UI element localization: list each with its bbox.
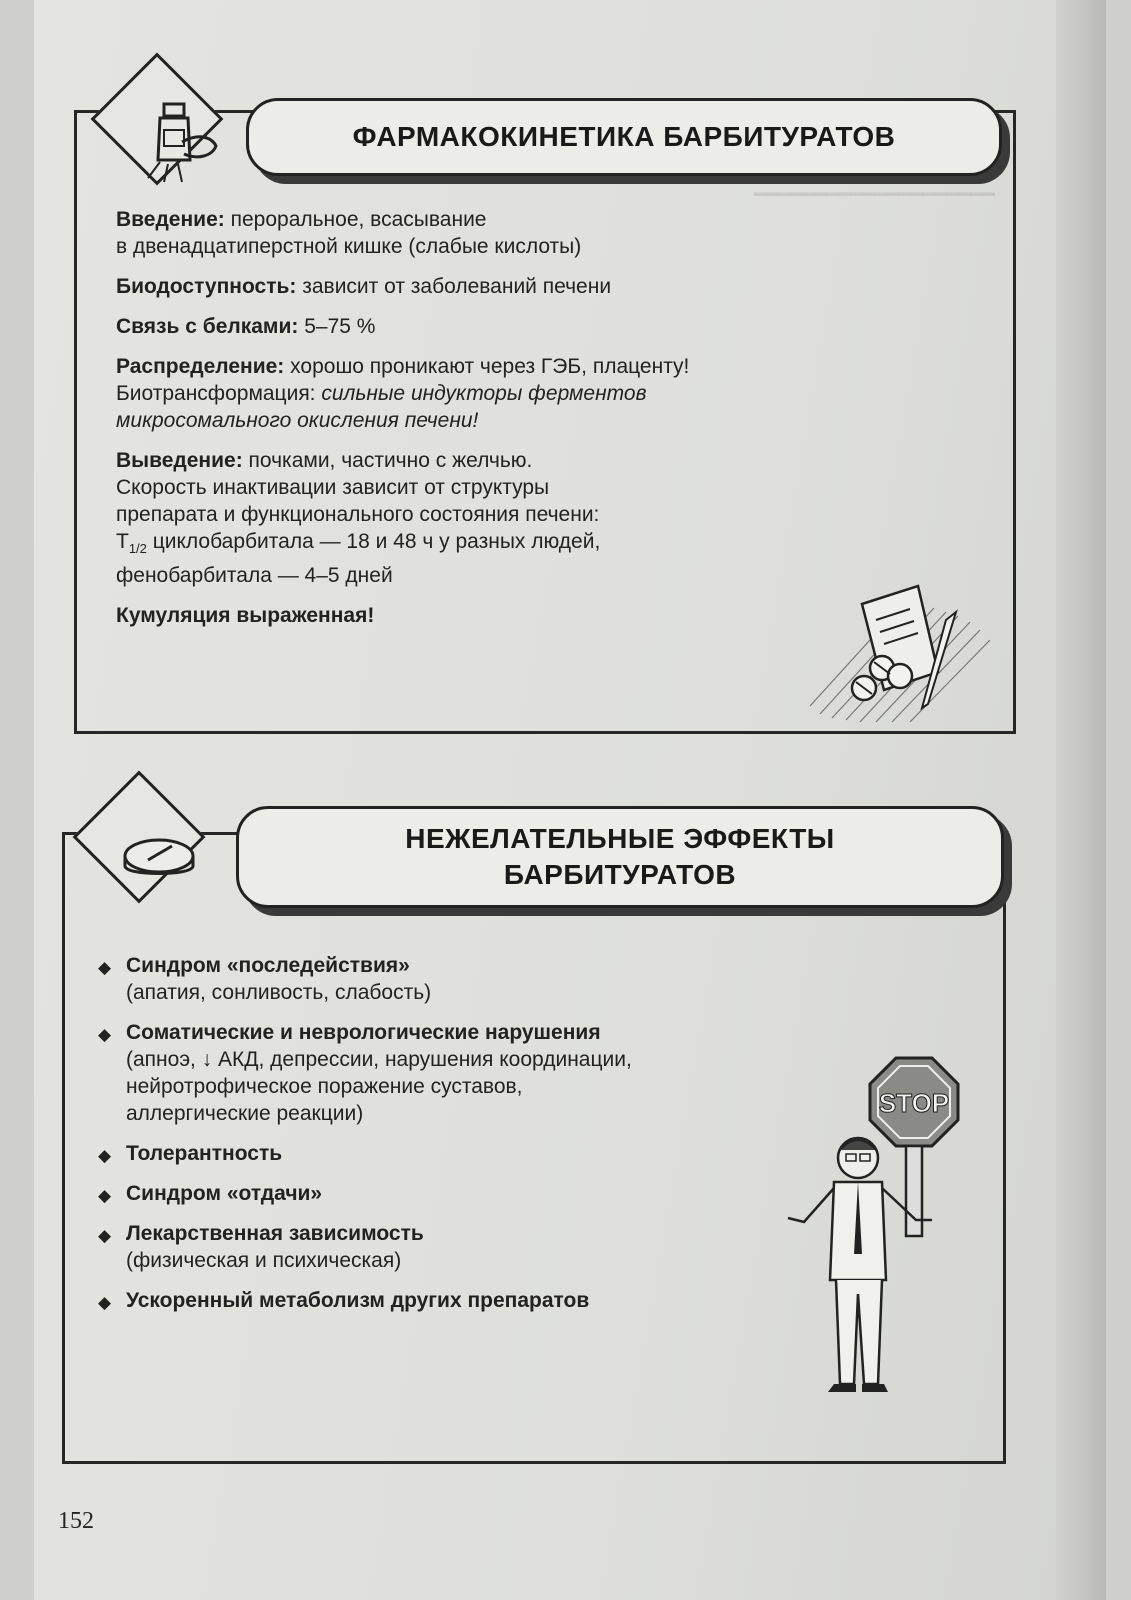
- list-item: [96, 1220, 836, 1274]
- intro-text-2: в двенадцатиперстной кишке (слабые кислоты): [116, 235, 582, 258]
- item-head: Соматические и неврологические нарушения: [126, 1021, 601, 1044]
- bullet-icon: ◆: [98, 1186, 112, 1205]
- t-half: T: [116, 530, 129, 553]
- man-with-stop-sign-icon: [774, 1054, 974, 1404]
- biotrans-text-2: микросомального окисления печени!: [116, 409, 479, 432]
- section1-title-box: [246, 98, 1002, 176]
- item-sub: нейротрофическое поражение суставов,: [126, 1075, 523, 1098]
- excr-text: почками, частично с желчью.: [242, 449, 533, 472]
- distr-text: хорошо проникают через ГЭБ, плаценту!: [284, 355, 690, 378]
- section1-body: [116, 206, 916, 629]
- bio-label: Биодоступность:: [116, 275, 297, 298]
- adverse-effects-list: [96, 952, 836, 1327]
- intro-text: пероральное, всасывание: [224, 208, 487, 231]
- show-through-text: ━━━━━━━━━━━━━━━━━━━━: [754, 184, 995, 206]
- cumulation-text: Кумуляция выраженная!: [116, 604, 375, 628]
- page-number: 152: [58, 1508, 94, 1534]
- item-sub: (физическая и психическая): [126, 1249, 402, 1272]
- tablet-icon: [102, 800, 216, 914]
- page-spine: [1056, 0, 1106, 1600]
- item-sub: (апатия, сонливость, слабость): [126, 981, 432, 1004]
- stop-sign-text: STOP: [878, 1088, 950, 1118]
- excr-label: Выведение:: [116, 449, 243, 472]
- distr-label: Распределение:: [116, 355, 285, 378]
- bullet-icon: ◆: [98, 1146, 112, 1165]
- documents-pills-icon: [800, 576, 1000, 726]
- item-head: Синдром «отдачи»: [126, 1182, 323, 1205]
- rate-text-3: циклобарбитала — 18 и 48 ч у разных людей,: [146, 530, 601, 553]
- rate-text-4: фенобарбитала — 4–5 дней: [116, 564, 393, 588]
- bullet-icon: ◆: [98, 958, 112, 977]
- list-item: [96, 1140, 836, 1167]
- biotrans-text: сильные индукторы ферментов: [321, 382, 647, 405]
- item-head: Толерантность: [126, 1142, 283, 1165]
- section2-title-line1: НЕЖЕЛАТЕЛЬНЫЕ ЭФФЕКТЫ: [405, 823, 835, 854]
- t-half-sub: 1/2: [128, 541, 147, 557]
- list-item: [96, 1180, 836, 1207]
- list-item: [96, 1287, 836, 1314]
- pill-bottle-icon: [120, 82, 234, 196]
- list-item: [96, 1019, 836, 1127]
- item-head: Синдром «последействия»: [126, 954, 410, 977]
- list-item: [96, 952, 836, 1006]
- intro-label: Введение:: [116, 208, 225, 231]
- book-page: [34, 0, 1106, 1600]
- rate-text-1: Скорость инактивации зависит от структуры: [116, 476, 550, 499]
- biotrans-label: Биотрансформация:: [116, 382, 322, 405]
- section1-title: ФАРМАКОКИНЕТИКА БАРБИТУРАТОВ: [352, 121, 896, 152]
- protein-label: Связь с белками:: [116, 315, 299, 338]
- protein-text: 5–75 %: [298, 315, 376, 338]
- section2-title-line2: БАРБИТУРАТОВ: [503, 859, 737, 890]
- section2-title-box: [236, 806, 1004, 908]
- bio-text: зависит от заболеваний печени: [296, 275, 612, 298]
- item-head: Ускоренный метаболизм других препаратов: [126, 1289, 590, 1312]
- item-sub: аллергические реакции): [126, 1102, 364, 1125]
- bullet-icon: ◆: [98, 1293, 112, 1312]
- item-sub: (апноэ, ↓ АКД, депрессии, нарушения координации,: [126, 1048, 632, 1071]
- item-head: Лекарственная зависимость: [126, 1222, 424, 1245]
- bullet-icon: ◆: [98, 1025, 112, 1044]
- bullet-icon: ◆: [98, 1226, 112, 1245]
- rate-text-2: препарата и функционального состояния печени:: [116, 503, 600, 526]
